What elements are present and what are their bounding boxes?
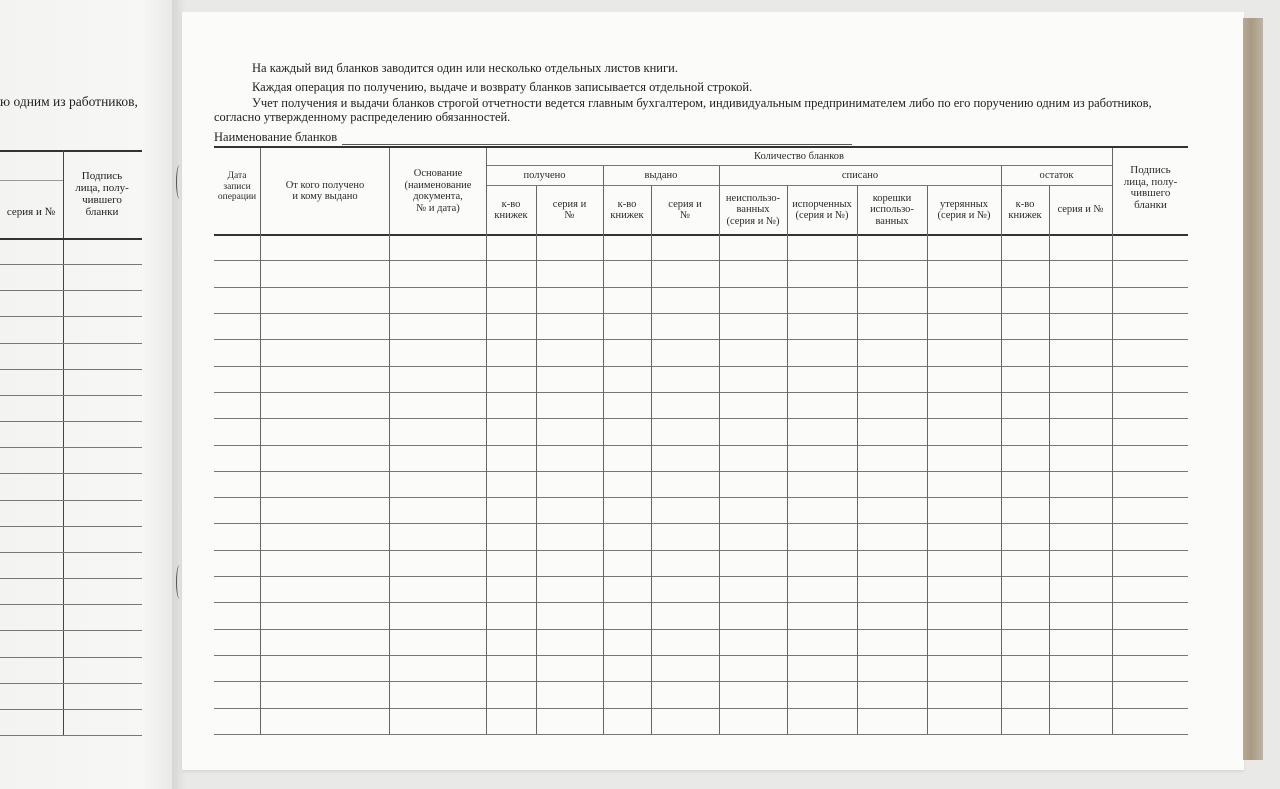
table-column-line (857, 186, 858, 734)
col-date: Дата записи операции (217, 171, 257, 203)
blanks-name-field[interactable] (342, 144, 852, 145)
table-row-line (214, 708, 1188, 709)
table-row-line (214, 734, 1188, 735)
table-row-line (214, 602, 1188, 603)
table-column-line (787, 186, 788, 734)
left-table-row-line (0, 709, 142, 710)
left-page-text: ю одним из работников, (0, 94, 138, 109)
col-received-books: к-во книжек (494, 198, 528, 221)
table-column-line (927, 186, 928, 734)
left-table-row-line (0, 500, 142, 501)
table-row-line (214, 681, 1188, 682)
table-row-line (214, 260, 1188, 261)
col-balance: остаток (1039, 169, 1074, 181)
table-row-line (214, 418, 1188, 419)
left-table-row-line (0, 683, 142, 684)
col-issued-books: к-во книжек (610, 198, 644, 221)
col-from-to: От кого получено и кому выдано (285, 179, 365, 202)
intro-line-3: Учет получения и выдачи бланков строгой отчетности ведется главным бухгалтером, индивидуальным предпринимателем либо по его поручению одним из работников, (252, 96, 1152, 110)
intro-line-1: На каждый вид бланков заводится один или несколько отдельных листов книги. (252, 61, 678, 75)
table-row-line (214, 392, 1188, 393)
left-signature-header: Подпись лица, полу- чившего бланки (75, 170, 129, 218)
col-written-off: списано (841, 169, 879, 181)
left-table-row-line (0, 395, 142, 396)
col-received: получено (523, 169, 566, 181)
table-row-line (214, 655, 1188, 656)
col-issued-series: серия и № (668, 198, 702, 221)
col-balance-books: к-во книжек (1008, 198, 1042, 221)
table-row-line (214, 629, 1188, 630)
table-row-line (214, 287, 1188, 288)
left-table-row-line (0, 447, 142, 448)
col-spoiled: испорченных (серия и №) (792, 198, 852, 221)
table-row-line (214, 471, 1188, 472)
left-series-header: серия и № (6, 206, 56, 218)
left-table-row-line (0, 290, 142, 291)
col-received-series: серия и № (552, 198, 587, 221)
table-column-line (486, 148, 487, 734)
left-table-row-line (0, 343, 142, 344)
col-basis: Основание (наименование документа, № и дата) (404, 168, 472, 214)
table-column-line (536, 186, 537, 734)
left-table-row-line (0, 604, 142, 605)
table-column-line (260, 148, 261, 734)
blanks-name-label: Наименование бланков (214, 130, 338, 144)
table-column-line (603, 166, 604, 734)
col-unused: неиспользо- ванных (серия и №) (725, 192, 781, 227)
left-table-row-line (0, 473, 142, 474)
left-table (0, 150, 142, 735)
left-table-row-line (0, 578, 142, 579)
intro-line-4: согласно утвержденному распределению обязанностей. (214, 110, 511, 124)
intro-line-2: Каждая операция по получению, выдаче и возврату бланков записывается отдельной строкой. (252, 80, 753, 94)
table-column-line (1049, 186, 1050, 734)
left-table-row-line (0, 316, 142, 317)
table-row-line (214, 366, 1188, 367)
table-row-line (214, 550, 1188, 551)
left-table-row-line (0, 369, 142, 370)
col-stubs: корешки использо- ванных (870, 192, 914, 227)
table-column-line (1001, 166, 1002, 734)
table-row-line (214, 523, 1188, 524)
left-table-row-line (0, 264, 142, 265)
col-signature: Подпись лица, полу- чившего бланки (1123, 164, 1178, 211)
left-table-row-line (0, 526, 142, 527)
col-quantity-group: Количество бланков (753, 151, 845, 163)
table-row-line (214, 313, 1188, 314)
table-column-line (389, 148, 390, 734)
left-table-row-line (0, 421, 142, 422)
table-column-line (719, 166, 720, 734)
col-balance-series: серия и № (1057, 204, 1104, 216)
ledger-table (214, 146, 1188, 736)
left-table-row-line (0, 657, 142, 658)
left-table-row-line (0, 735, 142, 736)
table-row-line (214, 445, 1188, 446)
cover-edge (1243, 18, 1263, 760)
table-row-line (214, 339, 1188, 340)
table-column-line (1112, 148, 1113, 734)
table-row-line (214, 576, 1188, 577)
table-column-line (651, 186, 652, 734)
table-row-line (214, 497, 1188, 498)
left-table-row-line (0, 552, 142, 553)
left-table-row-line (0, 630, 142, 631)
col-issued: выдано (644, 169, 678, 181)
col-lost: утерянных (серия и №) (937, 198, 991, 221)
left-page (0, 0, 178, 789)
